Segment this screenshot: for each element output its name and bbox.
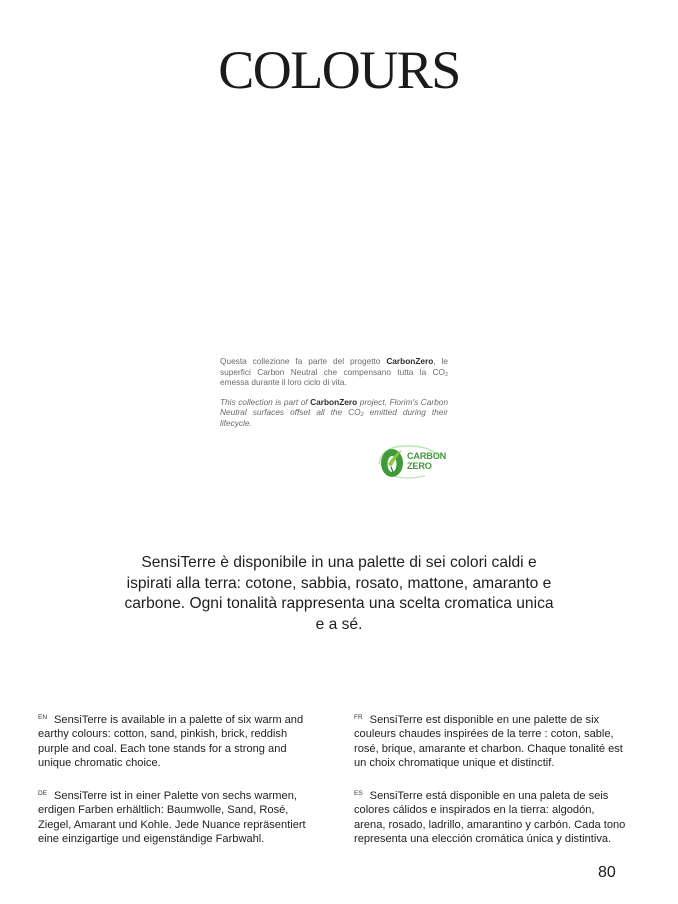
carbonzero-note-it: Questa collezione fa parte del progetto CarbonZero, le superfici Carbon Neutral che compensano tutta la $CO_2$ emessa durante il loro ciclo di vita. [220, 356, 448, 388]
carbonzero-brand: CarbonZero [310, 396, 358, 407]
language-tag: FR [354, 714, 363, 721]
page-number: 80 [598, 864, 616, 881]
intro-paragraph: SensiTerre è disponibile in una palette di sei colori caldi e ispirati alla terra: cotone, sabbia, rosato, mattone, amaranto e carbone. Ogni tonalità rappresenta una scelta cromatica unica e a sé. [124, 554, 554, 633]
language-tag: EN [38, 714, 48, 721]
description-fr: $^{FR}$ SensiTerre est disponible en une palette de six couleurs chaudes inspirées de la terre : coton, sable, rosé, brique, amarante et charbon. Chaque tonalité est un choix chromatique unique et distinctif. [354, 714, 623, 770]
description-es: $^{ES}$ SensiTerre está disponible en una paleta de seis colores cálidos e inspirados en la tierra: algodón, arena, rosado, ladrillo, amarantino y carbón. Cada tono representa una elección cromática única y distintiva. [354, 790, 626, 846]
carbonzero-brand: CarbonZero [386, 356, 434, 366]
description-de: $^{DE}$ SensiTerre ist in einer Palette von sechs warmen, erdigen Farben erhältlich: Baumwolle, Sand, Rosé, Ziegel, Amarant und Kohle. Jede Nuance repräsentiert eine einzigartige und eigenständige Farbwahl. [38, 790, 306, 846]
carbonzero-note [220, 356, 448, 429]
language-tag: ES [354, 790, 363, 797]
description-en: $^{EN}$ SensiTerre is available in a palette of six warm and earthy colours: cotton, sand, pinkish, brick, reddish purple and coal. Each tone stands for a strong and unique chromatic choice. [38, 714, 304, 770]
carbonzero-logo-text: CARBON ZERO [407, 451, 447, 471]
language-tag: DE [38, 790, 48, 797]
carbonzero-note-en: This collection is part of CarbonZero project, Florim's Carbon Neutral surfaces offset all the $CO_2$ emitted during their lifecycle. [220, 396, 449, 428]
page-title: COLOURS [218, 40, 460, 100]
